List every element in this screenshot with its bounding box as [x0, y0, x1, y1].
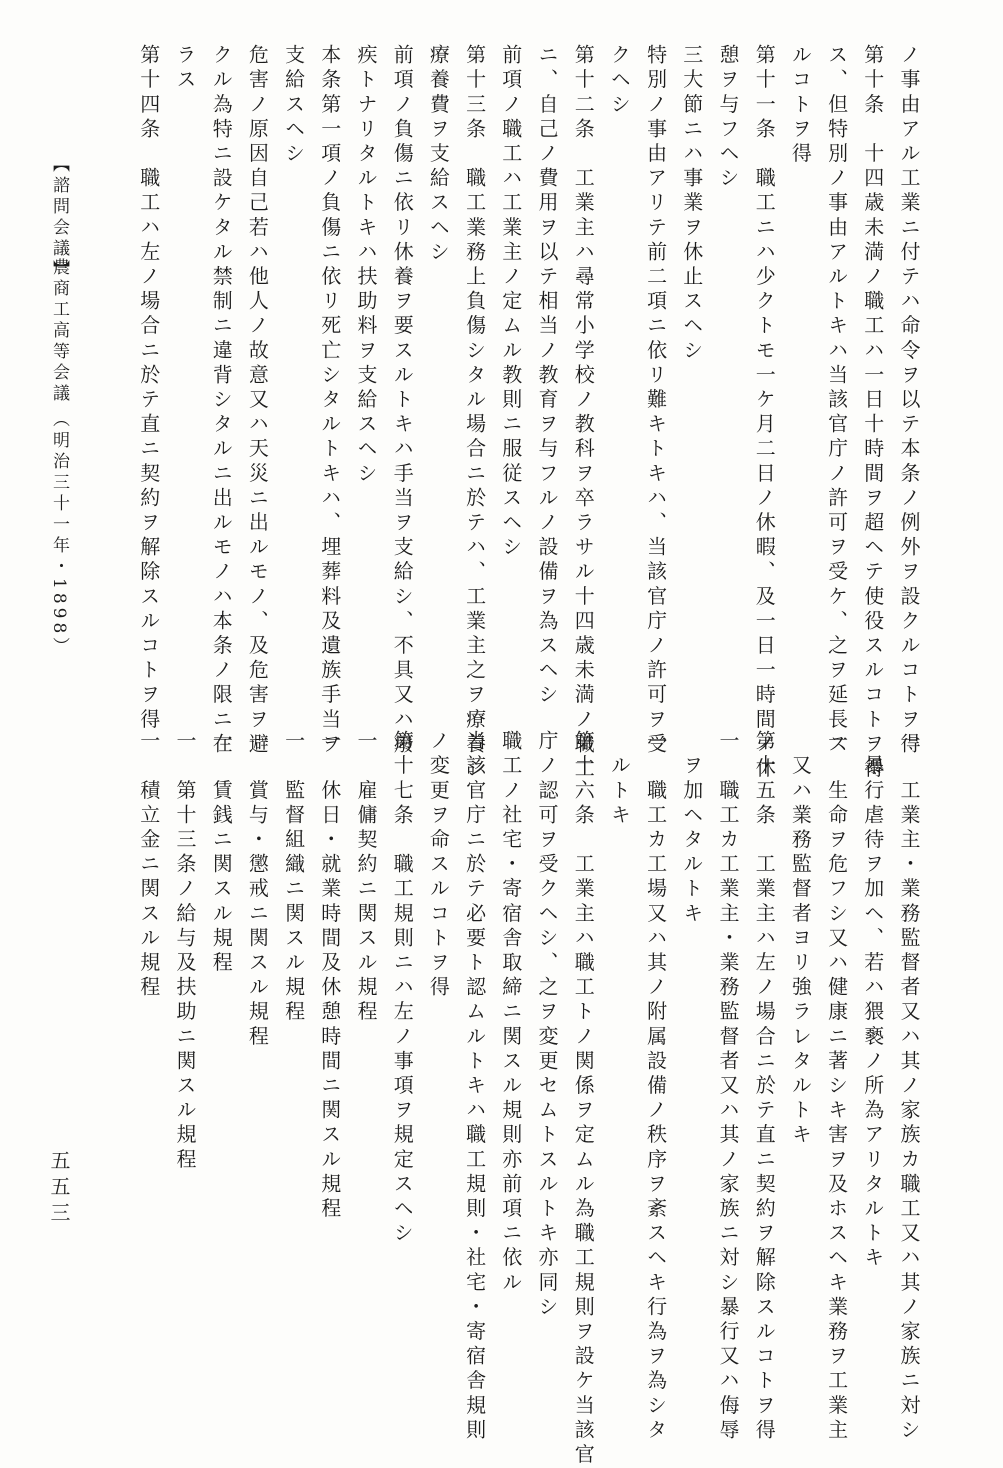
- text-column: 一 第十三条ノ給与及扶助ニ関スル規程: [173, 730, 197, 1173]
- text-column: ヲ加ヘタルトキ: [679, 730, 704, 927]
- text-column: 第十七条 職工規則ニハ左ノ事項ヲ規定スヘシ: [390, 730, 415, 1247]
- text-column: ラス: [173, 44, 197, 94]
- text-column: 療養費ヲ支給スヘシ: [426, 44, 451, 266]
- text-column: 一 職工カ工業主・業務監督者又ハ其ノ家族ニ対シ暴行又ハ侮辱: [716, 730, 740, 1444]
- text-column: 第十六条 工業主ハ職工トノ関係ヲ定ムル為職工規則ヲ設ケ当該官: [571, 730, 596, 1468]
- text-column: 憩ヲ与フヘシ: [716, 44, 740, 192]
- text-column: 第十四条 職工ハ左ノ場合ニ於テ直ニ契約ヲ解除スルコトヲ得: [136, 44, 161, 733]
- text-column: ルコトヲ得: [788, 44, 813, 167]
- text-column: ス、但特別ノ事由アルトキハ当該官庁ノ許可ヲ受ケ、之ヲ延長ス: [824, 44, 849, 758]
- text-column: 一 雇傭契約ニ関スル規程: [354, 730, 378, 1026]
- text-column: ルトキ: [607, 730, 632, 829]
- text-column: 一 生命ヲ危フシ又ハ健康ニ著シキ害ヲ及ホスヘキ業務ヲ工業主: [824, 730, 849, 1444]
- text-column: ノ変更ヲ命スルコトヲ得: [426, 730, 451, 1001]
- text-column: 一 賃銭ニ関スル規程: [209, 730, 234, 976]
- text-column: 前項ノ職工ハ工業主ノ定ムル教則ニ服従スヘシ: [498, 44, 523, 561]
- text-column: 一 休日・就業時間及休憩時間ニ関スル規程: [317, 730, 342, 1222]
- text-column: 第十五条 工業主ハ左ノ場合ニ於テ直ニ契約ヲ解除スルコトヲ得: [752, 730, 777, 1444]
- text-column: 一 賞与・懲戒ニ関スル規程: [245, 730, 270, 1050]
- text-column: 危害ノ原因自己若ハ他人ノ故意又ハ天災ニ出ルモノ、及危害ヲ避: [245, 44, 270, 758]
- text-column: 一 職工カ工場又ハ其ノ附属設備ノ秩序ヲ紊スヘキ行為ヲ為シタ: [643, 730, 668, 1444]
- text-column: 前項ノ負傷ニ依リ休養ヲ要スルトキハ手当ヲ支給シ、不具又ハ癈: [390, 44, 415, 758]
- text-column: 本条第一項ノ負傷ニ依リ死亡シタルトキハ、埋葬料及遺族手当ヲ: [317, 44, 342, 758]
- text-column: 当該官庁ニ於テ必要ト認ムルトキハ職工規則・社宅・寄宿舎規則: [462, 730, 487, 1444]
- text-column: 疾トナリタルトキハ扶助料ヲ支給スヘシ: [354, 44, 378, 487]
- text-column: クル為特ニ設ケタル禁制ニ違背シタルニ出ルモノハ本条ノ限ニ在: [209, 44, 234, 758]
- text-column: 第十条 十四歳未満ノ職工ハ一日十時間ヲ超ヘテ使役スルコトヲ得: [860, 44, 885, 782]
- text-column: ニ、自己ノ費用ヲ以テ相当ノ教育ヲ与フルノ設備ヲ為スヘシ: [535, 44, 559, 709]
- text-column: 又ハ業務監督者ヨリ強ラレタルトキ: [788, 730, 813, 1149]
- section-label: 【諮問会議】: [49, 155, 69, 281]
- text-column: 職工ノ社宅・寄宿舎取締ニ関スル規則亦前項ニ依ル: [498, 730, 523, 1296]
- text-column: 第十一条 職工ニハ少クトモ一ケ月二日ノ休暇、及一日一時間ノ休: [752, 44, 777, 782]
- text-column: ノ事由アル工業ニ付テハ命令ヲ以テ本条ノ例外ヲ設クルコトヲ得: [897, 44, 921, 758]
- text-column: 特別ノ事由アリテ前二項ニ依リ難キトキハ、当該官庁ノ許可ヲ受: [643, 44, 668, 758]
- text-column: 支給スヘシ: [281, 44, 306, 167]
- text-column: 一 監督組織ニ関スル規程: [281, 730, 306, 1026]
- text-column: 暴行虐待ヲ加ヘ、若ハ猥褻ノ所為アリタルトキ: [860, 730, 885, 1272]
- date-label: （明治三十一年・1898）: [49, 410, 69, 659]
- text-column: 一 積立金ニ関スル規程: [136, 730, 161, 1001]
- page-title: 農商工高等会議: [49, 258, 69, 405]
- text-column: 三大節ニハ事業ヲ休止スヘシ: [679, 44, 704, 364]
- text-column: 第十三条 職工業務上負傷シタル場合ニ於テハ、工業主之ヲ療養シ: [462, 44, 487, 782]
- text-column: クヘシ: [607, 44, 632, 118]
- text-column: 第十二条 工業主ハ尋常小学校ノ教科ヲ卒ラサル十四歳未満ノ職工: [571, 44, 596, 782]
- page-number: 五五三: [47, 1150, 71, 1228]
- text-column: 一 工業主・業務監督者又ハ其ノ家族カ職工又ハ其ノ家族ニ対シ: [897, 730, 921, 1444]
- text-column: 庁ノ認可ヲ受クヘシ、之ヲ変更セムトスルトキ亦同シ: [535, 730, 559, 1321]
